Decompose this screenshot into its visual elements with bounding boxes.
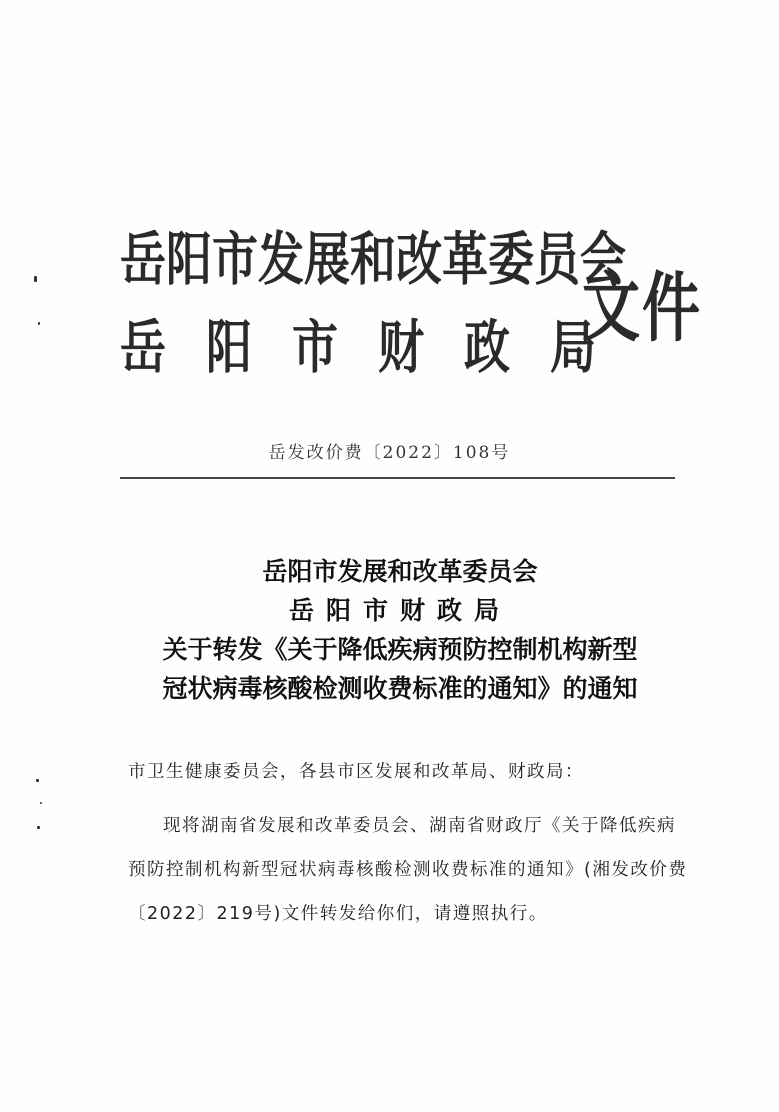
document-title (110, 552, 690, 708)
title-issuer-2: 岳阳市财政局 (288, 596, 511, 625)
document-number: 岳发改价费〔2022〕108号 (268, 443, 511, 463)
masthead-issuers (120, 215, 636, 381)
masthead-issuer-2: 岳阳市财政局 (120, 313, 636, 381)
title-issuer-1: 岳阳市发展和改革委员会 (262, 557, 538, 586)
title-subject-2: 冠状病毒核酸检测收费标准的通知》的通知 (162, 674, 638, 703)
scan-speck (37, 826, 40, 829)
body-paragraph: 现将湖南省发展和改革委员会、湖南省财政厅《关于降低疾病预防控制机构新型冠状病毒核酸检测收费标准的通知》(湘发改价费〔2022〕219号)文件转发给你们，请遵照执行。 (128, 816, 688, 924)
scan-speck (40, 802, 42, 804)
scan-speck (36, 779, 39, 782)
scan-speck (34, 276, 37, 282)
masthead-issuer-1: 岳阳市发展和改革委员会 (120, 225, 626, 293)
scan-speck (38, 322, 40, 325)
document-body (128, 760, 688, 936)
masthead-suffix: 文件 (582, 263, 703, 353)
header-divider (120, 477, 675, 479)
document-masthead (120, 215, 703, 395)
salutation: 市卫生健康委员会，各县市区发展和改革局、财政局： (128, 762, 584, 782)
title-subject-1: 关于转发《关于降低疾病预防控制机构新型 (162, 635, 638, 664)
